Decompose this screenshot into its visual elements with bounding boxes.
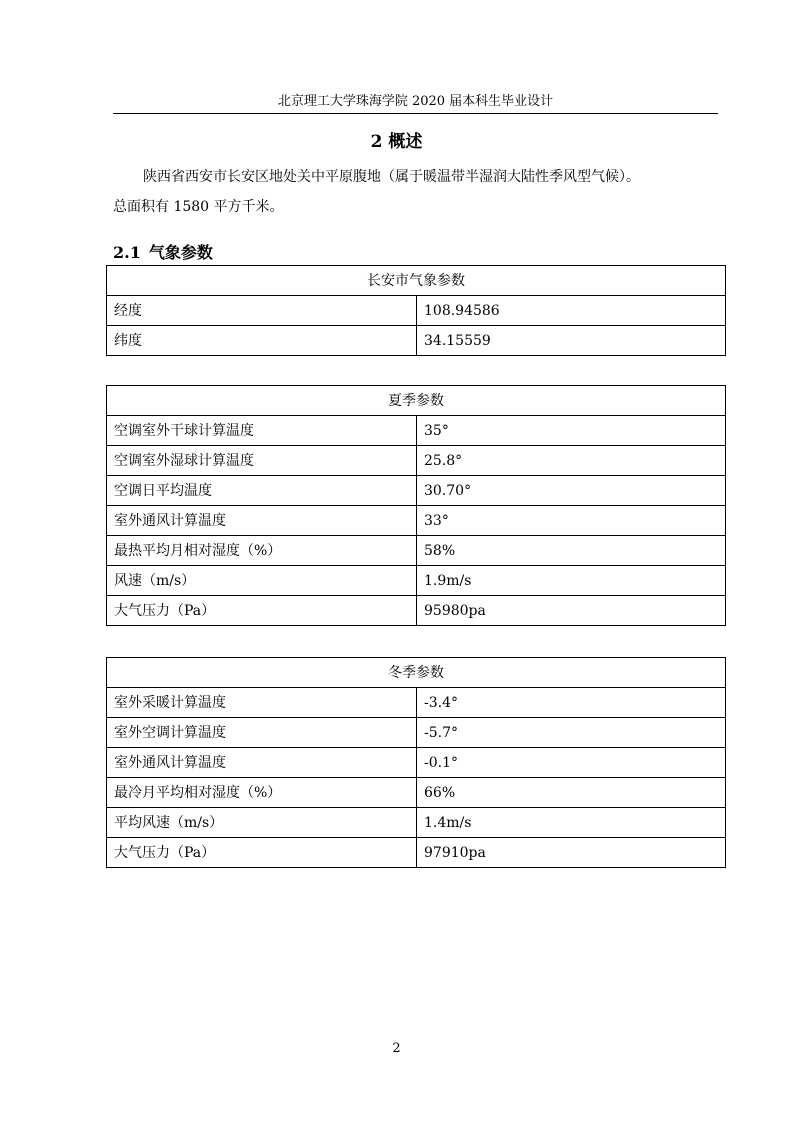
page-header-text: 北京理工大学珠海学院 2020 届本科生毕业设计 xyxy=(277,94,554,109)
table-row xyxy=(107,778,726,808)
summer-table-title: 夏季参数 xyxy=(107,386,726,416)
table-row xyxy=(107,566,726,596)
param-label: 室外空调计算温度 xyxy=(107,718,417,748)
page-number: 2 xyxy=(392,1041,401,1056)
table-row xyxy=(107,748,726,778)
table-row xyxy=(107,596,726,626)
table-header-row xyxy=(107,266,726,296)
param-label: 室外采暖计算温度 xyxy=(107,688,417,718)
table-row xyxy=(107,506,726,536)
param-value: 108.94586 xyxy=(417,296,726,326)
table-row xyxy=(107,718,726,748)
summer-params-table xyxy=(106,385,726,626)
param-label: 风速（m/s） xyxy=(107,566,417,596)
table-row xyxy=(107,536,726,566)
param-label: 最热平均月相对湿度（%） xyxy=(107,536,417,566)
param-label: 室外通风计算温度 xyxy=(107,506,417,536)
chapter-title: 2 概述 xyxy=(370,132,423,152)
table-row xyxy=(107,476,726,506)
param-label: 空调室外干球计算温度 xyxy=(107,416,417,446)
param-value: -3.4° xyxy=(417,688,726,718)
param-value: 35° xyxy=(417,416,726,446)
param-label: 大气压力（Pa） xyxy=(107,838,417,868)
section-number: 2.1 xyxy=(113,243,141,262)
city-params-table xyxy=(106,265,726,356)
intro-line-1: 陕西省西安市长安区地处关中平原腹地（属于暖温带半湿润大陆性季风型气候）。 xyxy=(143,169,640,185)
section-title: 气象参数 xyxy=(148,243,213,262)
param-label: 室外通风计算温度 xyxy=(107,748,417,778)
winter-table-title: 冬季参数 xyxy=(107,658,726,688)
section-heading xyxy=(113,240,213,266)
table-header-row xyxy=(107,386,726,416)
param-label: 空调日平均温度 xyxy=(107,476,417,506)
table-row xyxy=(107,296,726,326)
table-row xyxy=(107,808,726,838)
param-label: 经度 xyxy=(107,296,417,326)
param-value: 33° xyxy=(417,506,726,536)
param-value: 95980pa xyxy=(417,596,726,626)
param-label: 大气压力（Pa） xyxy=(107,596,417,626)
param-value: 1.4m/s xyxy=(417,808,726,838)
param-label: 纬度 xyxy=(107,326,417,356)
table-header-row xyxy=(107,658,726,688)
param-label: 最冷月平均相对湿度（%） xyxy=(107,778,417,808)
param-label: 平均风速（m/s） xyxy=(107,808,417,838)
table-row xyxy=(107,838,726,868)
param-value: 66% xyxy=(417,778,726,808)
city-table-title: 长安市气象参数 xyxy=(107,266,726,296)
table-row xyxy=(107,688,726,718)
page-header xyxy=(113,93,718,114)
table-row xyxy=(107,446,726,476)
param-label: 空调室外湿球计算温度 xyxy=(107,446,417,476)
table-row xyxy=(107,416,726,446)
param-value: 58% xyxy=(417,536,726,566)
param-value: 97910pa xyxy=(417,838,726,868)
winter-params-table xyxy=(106,657,726,868)
param-value: 34.15559 xyxy=(417,326,726,356)
param-value: -0.1° xyxy=(417,748,726,778)
table-row xyxy=(107,326,726,356)
param-value: 1.9m/s xyxy=(417,566,726,596)
param-value: 25.8° xyxy=(417,446,726,476)
param-value: 30.70° xyxy=(417,476,726,506)
intro-line-2: 总面积有 1580 平方千米。 xyxy=(113,199,284,215)
intro-paragraph xyxy=(113,162,725,222)
param-value: -5.7° xyxy=(417,718,726,748)
